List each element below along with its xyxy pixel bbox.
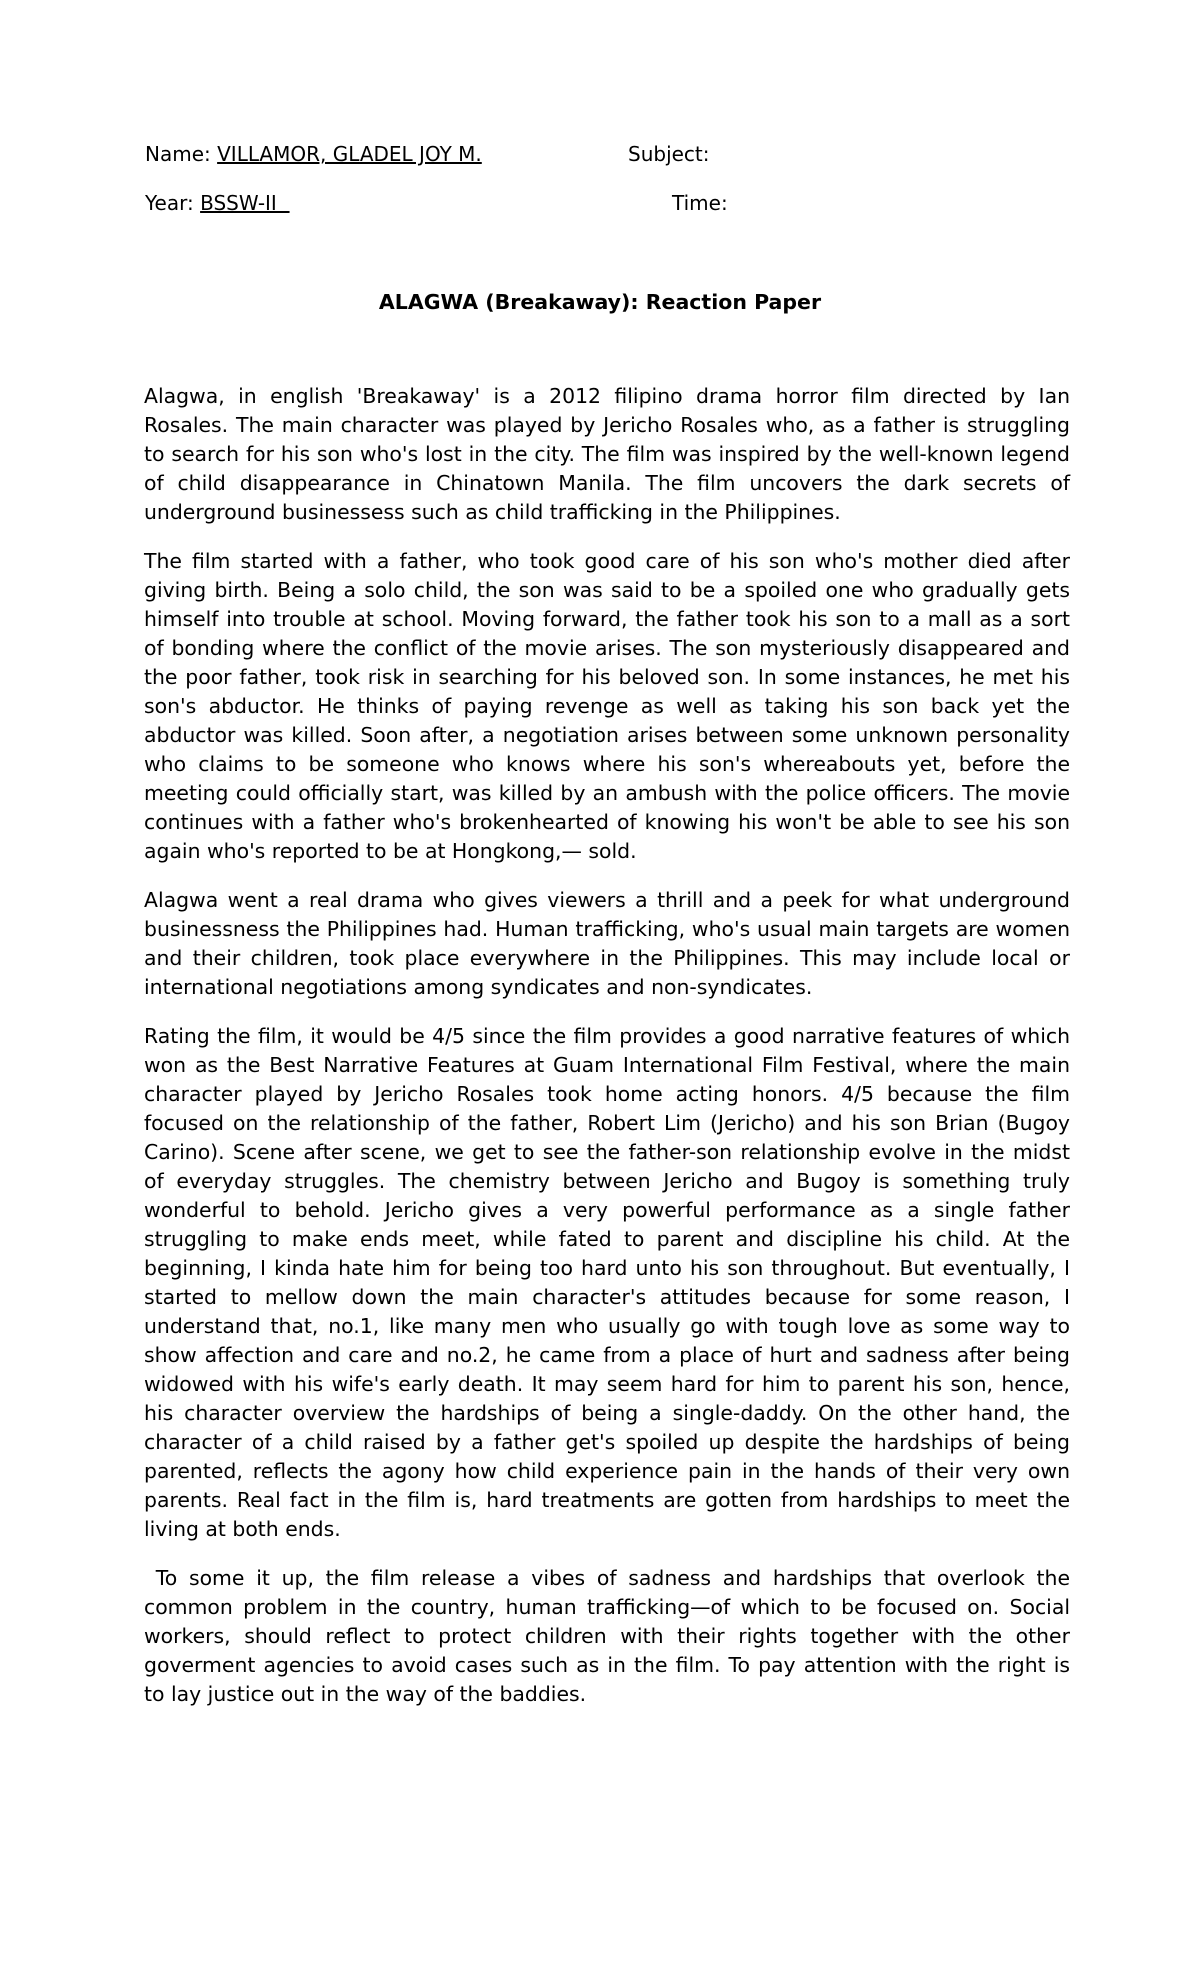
- document-body: [144, 382, 1077, 1729]
- year-value: BSSW-II: [200, 191, 290, 215]
- paragraph-reaction: Alagwa went a real drama who gives viewers a thrill and a peek for what underground businessness the Philippines had. Human trafficking, who's usual main targets are women and their children, took place everywhere in the Philippines. This may include local or international negotiations among syndicates and non-syndicates.: [144, 888, 1070, 999]
- subject-field: [628, 142, 710, 166]
- year-label: Year:: [145, 191, 201, 215]
- document-title: ALAGWA (Breakaway): Reaction Paper: [378, 290, 822, 314]
- paragraph-summary: The film started with a father, who took good care of his son who's mother died after giving birth. Being a solo child, the son was said to be a spoiled one who gradually gets himself into trouble at school. Moving forward, the father took his son to a mall as a sort of bonding where the conflict of the movie arises. The son mysteriously disappeared and the poor father, took risk in searching for his beloved son. In some instances, he met his son's abductor. He thinks of paying revenge as well as taking his son back yet the abductor was killed. Soon after, a negotiation arises between some unknown personality who claims to be someone who knows where his son's whereabouts yet, before the meeting could officially start, was killed by an ambush with the police officers. The movie continues with a father who's brokenhearted of knowing his won't be able to see his son again who's reported to be at Hongkong,— sold.: [144, 549, 1070, 863]
- name-value: VILLAMOR, GLADEL JOY M.: [217, 142, 482, 166]
- year-field: [145, 191, 290, 215]
- time-label: Time:: [672, 191, 728, 215]
- time-field: [672, 191, 728, 215]
- name-field: [145, 142, 482, 166]
- name-label: Name:: [145, 142, 218, 166]
- paragraph-intro: Alagwa, in english 'Breakaway' is a 2012 filipino drama horror film directed by Ian Rosales. The main character was played by Jericho Rosales who, as a father is struggling to search for his son who's lost in the city. The film was inspired by the well-known legend of child disappearance in Chinatown Manila. The film uncovers the dark secrets of underground businessess such as child trafficking in the Philippines.: [144, 384, 1070, 524]
- paragraph-conclusion: To some it up, the film release a vibes of sadness and hardships that overlook the common problem in the country, human trafficking—of which to be focused on. Social workers, should reflect to protect children with their rights together with the other goverment agencies to avoid cases such as in the film. To pay attention with the right is to lay justice out in the way of the baddies.: [144, 1566, 1077, 1706]
- subject-label: Subject:: [628, 142, 710, 166]
- paragraph-rating: Rating the film, it would be 4/5 since the film provides a good narrative features of which won as the Best Narrative Features at Guam International Film Festival, where the main character played by Jericho Rosales took home acting honors. 4/5 because the film focused on the relationship of the father, Robert Lim (Jericho) and his son Brian (Bugoy Carino). Scene after scene, we get to see the father-son relationship evolve in the midst of everyday struggles. The chemistry between Jericho and Bugoy is something truly wonderful to behold. Jericho gives a very powerful performance as a single father struggling to make ends meet, while fated to parent and discipline his child. At the beginning, I kinda hate him for being too hard unto his son throughout. But eventually, I started to mellow down the main character's attitudes because for some reason, I understand that, no.1, like many men who usually go with tough love as some way to show affection and care and no.2, he came from a place of hurt and sadness after being widowed with his wife's early death. It may seem hard for him to parent his son, hence, his character overview the hardships of being a single-daddy. On the other hand, the character of a child raised by a father get's spoiled up despite the hardships of being parented, reflects the agony how child experience pain in the hands of their very own parents. Real fact in the film is, hard treatments are gotten from hardships to meet the living at both ends.: [144, 1024, 1070, 1541]
